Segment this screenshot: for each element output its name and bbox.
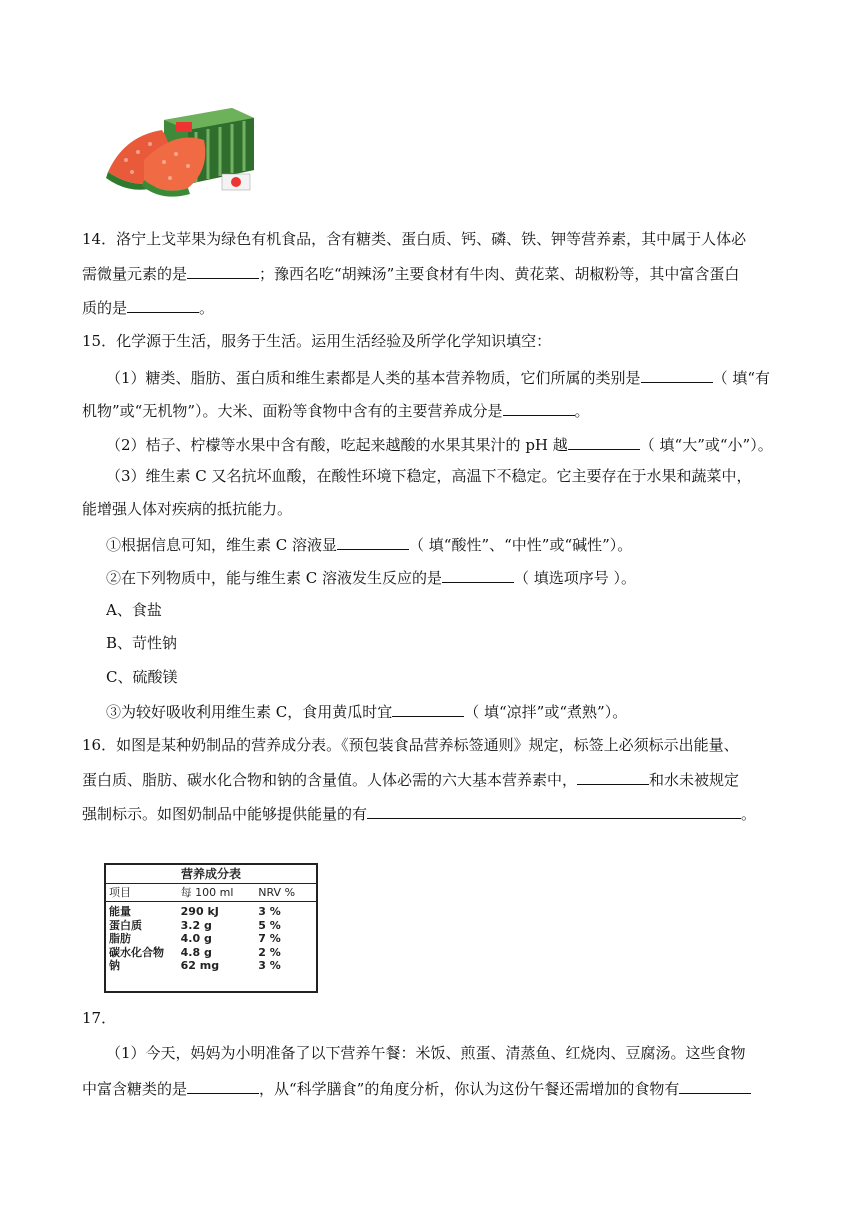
nutrient-nrv: 7 % bbox=[258, 932, 281, 945]
q14-line-2 bbox=[82, 262, 782, 284]
q17-text: 中富含糖类的是 bbox=[82, 1080, 188, 1098]
answer-blank[interactable] bbox=[127, 296, 199, 313]
option-c: C、硫酸镁 bbox=[106, 668, 178, 686]
q17-text: ，从“科学膳食”的角度分析，你认为这份午餐还需增加的食物有 bbox=[259, 1080, 680, 1098]
q15-part1-line-1 bbox=[106, 366, 806, 388]
q15-part3-line-1: （3）维生素 C 又名抗坏血酸，在酸性环境下稳定，高温下不稳定。它主要存在于水果和蔬菜中， bbox=[106, 467, 752, 485]
nutrient-name: 蛋白质 bbox=[109, 918, 142, 932]
nutrition-table-body bbox=[106, 902, 316, 973]
q16-line-2 bbox=[82, 768, 782, 790]
q15-text: 机物”或“无机物”）。大米、面粉等食物中含有的主要营养成分是 bbox=[82, 402, 503, 420]
nutrient-amount: 3.2 g bbox=[180, 918, 212, 932]
q16-text: 。 bbox=[741, 805, 757, 823]
answer-blank[interactable] bbox=[337, 533, 409, 550]
q15-text: （ 填“凉拌”或“煮熟”）。 bbox=[464, 703, 628, 721]
table-row bbox=[106, 932, 316, 946]
q15-sub3 bbox=[106, 700, 806, 722]
answer-blank[interactable] bbox=[641, 366, 713, 383]
q15-text: （ 填“大”或“小”）。 bbox=[639, 436, 773, 454]
header-per-100ml: 每 100 ml bbox=[180, 886, 234, 899]
nutrient-name: 脂肪 bbox=[109, 932, 131, 945]
answer-blank[interactable] bbox=[392, 700, 464, 717]
nutrient-name: 能量 bbox=[109, 905, 131, 918]
q15-part1-line-2 bbox=[82, 399, 782, 421]
q16-line-3 bbox=[82, 802, 782, 824]
nutrient-amount: 62 mg bbox=[180, 959, 220, 972]
nutrition-table-title: 营养成分表 bbox=[106, 865, 316, 884]
q15-text: ②在下列物质中，能与维生素 C 溶液发生反应的是 bbox=[106, 569, 443, 587]
q14-text: 质的是 bbox=[82, 299, 128, 317]
q15-text: （ 填“酸性”、“中性”或“碱性”）。 bbox=[409, 536, 633, 554]
q14-text: 需微量元素的是 bbox=[82, 265, 188, 283]
q15-text: （1）糖类、脂肪、蛋白质和维生素都是人类的基本营养物质，它们所属的类别是 bbox=[106, 369, 641, 387]
q14-line-1: 14．洛宁上戈苹果为绿色有机食品，含有糖类、蛋白质、钙、磷、铁、钾等营养素，其中属于人体必 bbox=[82, 230, 747, 248]
table-row bbox=[106, 905, 316, 919]
q15-text: ③为较好吸收利用维生素 C，食用黄瓜时宜 bbox=[106, 703, 393, 721]
answer-blank[interactable] bbox=[442, 566, 514, 583]
q14-text: ；豫西名吃“胡辣汤”主要食材有牛肉、黄花菜、胡椒粉等，其中富含蛋白 bbox=[259, 265, 740, 283]
q15-text: ①根据信息可知，维生素 C 溶液显 bbox=[106, 536, 338, 554]
nutrient-amount: 290 kJ bbox=[180, 905, 219, 918]
answer-blank[interactable] bbox=[577, 768, 649, 785]
q17-part1-line-1: （1）今天，妈妈为小明准备了以下营养午餐：米饭、煎蛋、清蒸鱼、红烧肉、豆腐汤。这些食物 bbox=[106, 1044, 746, 1062]
answer-blank[interactable] bbox=[679, 1077, 751, 1094]
q15-part3-line-2: 能增强人体对疾病的抵抗能力。 bbox=[82, 500, 293, 518]
q15-line-1: 15．化学源于生活，服务于生活。运用生活经验及所学化学知识填空： bbox=[82, 332, 552, 350]
q15-text: （2）桔子、柠檬等水果中含有酸，吃起来越酸的水果其果汁的 pH 越 bbox=[106, 436, 568, 454]
q15-sub1 bbox=[106, 533, 806, 555]
q16-text: 蛋白质、脂肪、碳水化合物和钠的含量值。人体必需的六大基本营养素中， bbox=[82, 771, 578, 789]
table-row bbox=[106, 919, 316, 933]
answer-blank[interactable] bbox=[367, 802, 741, 819]
table-row bbox=[106, 946, 316, 960]
nutrient-nrv: 5 % bbox=[258, 918, 281, 932]
table-row bbox=[106, 959, 316, 973]
nutrient-amount: 4.0 g bbox=[180, 932, 212, 945]
option-a: A、食盐 bbox=[106, 601, 162, 619]
q14-line-3 bbox=[82, 296, 782, 318]
answer-blank[interactable] bbox=[187, 262, 259, 279]
nutrient-nrv: 3 % bbox=[258, 905, 281, 918]
q17-part1-line-2 bbox=[82, 1077, 782, 1099]
q15-text: （ 填选项序号 ）。 bbox=[514, 569, 637, 587]
q15-text: （ 填“有 bbox=[712, 369, 770, 387]
nutrient-amount: 4.8 g bbox=[180, 945, 212, 959]
header-nrv: NRV % bbox=[258, 886, 296, 899]
q15-text: 。 bbox=[574, 402, 590, 420]
q14-text: 。 bbox=[199, 299, 215, 317]
q16-text: 和水未被规定 bbox=[649, 771, 740, 789]
nutrient-name: 碳水化合物 bbox=[109, 945, 164, 959]
watermelon-box-illustration bbox=[104, 100, 256, 200]
nutrition-table-header bbox=[106, 884, 316, 902]
header-item: 项目 bbox=[109, 886, 131, 899]
answer-blank[interactable] bbox=[503, 399, 575, 416]
q15-sub2 bbox=[106, 566, 806, 588]
q17-number: 17． bbox=[82, 1009, 117, 1027]
answer-blank[interactable] bbox=[187, 1077, 259, 1094]
answer-blank[interactable] bbox=[568, 433, 640, 450]
option-b: B、苛性钠 bbox=[106, 634, 178, 652]
nutrient-nrv: 3 % bbox=[258, 959, 281, 972]
nutrient-name: 钠 bbox=[109, 959, 120, 972]
q16-text: 强制标示。如图奶制品中能够提供能量的有 bbox=[82, 805, 368, 823]
nutrition-facts-table bbox=[104, 863, 318, 993]
q16-line-1: 16．如图是某种奶制品的营养成分表。《预包装食品营养标签通则》规定，标签上必须标示出能量、 bbox=[82, 736, 739, 754]
q15-part2 bbox=[106, 433, 806, 455]
nutrient-nrv: 2 % bbox=[258, 945, 281, 959]
